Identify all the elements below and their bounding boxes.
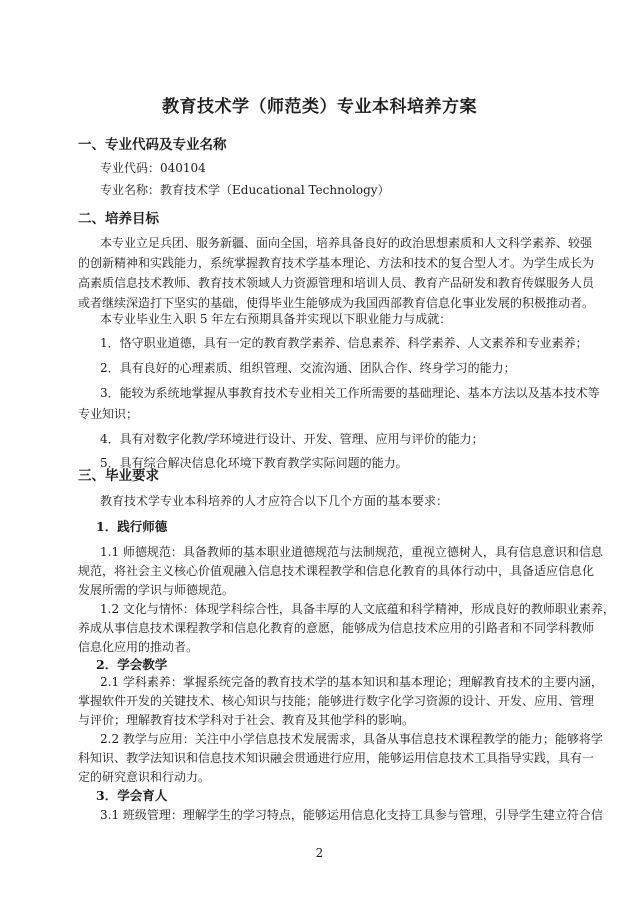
requirement-1-2 <box>78 600 615 657</box>
objective-item: 1．恪守职业道德，具有一定的教育教学素养、信息素养、科学素养、人文素养和专业素养； <box>100 336 588 350</box>
objective-paragraph <box>78 233 595 313</box>
page-number: 2 <box>315 846 324 860</box>
paragraph-line: 2.2 教学与应用：关注中小学信息技术发展需求，具备从事信息技术课程教学的能力；能够将学 <box>100 732 603 746</box>
paragraph-line: 与评价；理解教育技术学科对于社会、教育及其他学科的影响。 <box>78 713 415 727</box>
paragraph-line: 定的研究意识和行动力。 <box>78 770 211 784</box>
section-1-heading: 一、专业代码及专业名称 <box>78 137 227 153</box>
paragraph-line: 信息化应用的推动者。 <box>78 640 199 654</box>
paragraph-line: 或者继续深造打下坚实的基础，使得毕业生能够成为我国西部教育信息化事业发展的积极推动者。 <box>78 296 595 310</box>
objective-item: 2．具有良好的心理素质、组织管理、交流沟通、团队合作、终身学习的能力； <box>100 361 516 375</box>
objective-item-continued: 专业知识； <box>78 407 139 421</box>
paragraph-line: 规范，将社会主义核心价值观融入信息技术课程教学和信息化教育的具体行动中，具备适应信息化 <box>78 564 595 578</box>
paragraph-line: 2.1 学科素养：掌握系统完备的教育技术学的基本知识和基本理论；理解教育技术的主要内涵， <box>100 675 603 689</box>
document-title: 教育技术学（师范类）专业本科培养方案 <box>162 97 477 117</box>
paragraph-line: 掌握软件开发的关键技术、核心知识与技能；能够进行数字化学习资源的设计、开发、应用、管理 <box>78 694 595 708</box>
subsection-1-heading: 1．践行师德 <box>96 519 168 534</box>
section-2-heading: 二、培养目标 <box>78 211 159 227</box>
paragraph-line: 1.2 文化与情怀：体现学科综合性，具备丰厚的人文底蕴和科学精神，形成良好的教师职业素养， <box>100 602 615 616</box>
subsection-3-heading: 3．学会育人 <box>96 788 168 803</box>
major-name: 专业名称：教育技术学（Educational Technology） <box>100 183 390 197</box>
objective-intro: 本专业毕业生入职 5 年左右预期具备并实现以下职业能力与成就： <box>100 312 452 326</box>
section-3-heading: 三、毕业要求 <box>78 468 159 484</box>
requirements-intro: 教育技术学专业本科培养的人才应符合以下几个方面的基本要求： <box>100 494 449 508</box>
major-code: 专业代码：040104 <box>100 161 206 175</box>
requirement-3-1-line: 3.1 班级管理：理解学生的学习特点，能够运用信息化支持工具参与管理，引导学生建立符合信 <box>100 808 603 822</box>
paragraph-line: 1.1 师德规范：具备教师的基本职业道德规范与法制规范，重视立德树人，具有信息意识和信息 <box>100 545 603 559</box>
objective-item: 4．具有对数字化教/学环境进行设计、开发、管理、应用与评价的能力； <box>100 432 484 446</box>
paragraph-line: 本专业立足兵团、服务新疆、面向全国，培养具备良好的政治思想素质和人文科学素养、较强 <box>100 236 593 250</box>
paragraph-line: 科知识、教学法知识和信息技术知识融会贯通进行应用，能够运用信息技术工具指导实践，具有一 <box>78 751 595 765</box>
requirement-2-2 <box>78 730 603 787</box>
paragraph-line: 的创新精神和实践能力，系统掌握教育技术学基本理论、方法和技术的复合型人才。为学生成长为 <box>78 256 595 270</box>
paragraph-line: 发展所需的学识与师德规范。 <box>78 583 235 597</box>
requirement-1-1 <box>78 543 603 600</box>
paragraph-line: 高素质信息技术教师、教育技术领域人力资源管理和培训人员、教育产品研发和教育传媒服务人员 <box>78 276 595 290</box>
objective-item: 3．能较为系统地掌握从事教育技术专业相关工作所需要的基础理论、基本方法以及基本技术等 <box>100 386 600 400</box>
objective-item: 5．具有综合解决信息化环境下教育教学实际问题的能力。 <box>100 456 408 470</box>
subsection-2-heading: 2．学会教学 <box>96 657 168 672</box>
paragraph-line: 养成从事信息技术课程教学和信息化教育的意愿，能够成为信息技术应用的引路者和不同学科教师 <box>78 621 595 635</box>
requirement-2-1 <box>78 673 603 730</box>
